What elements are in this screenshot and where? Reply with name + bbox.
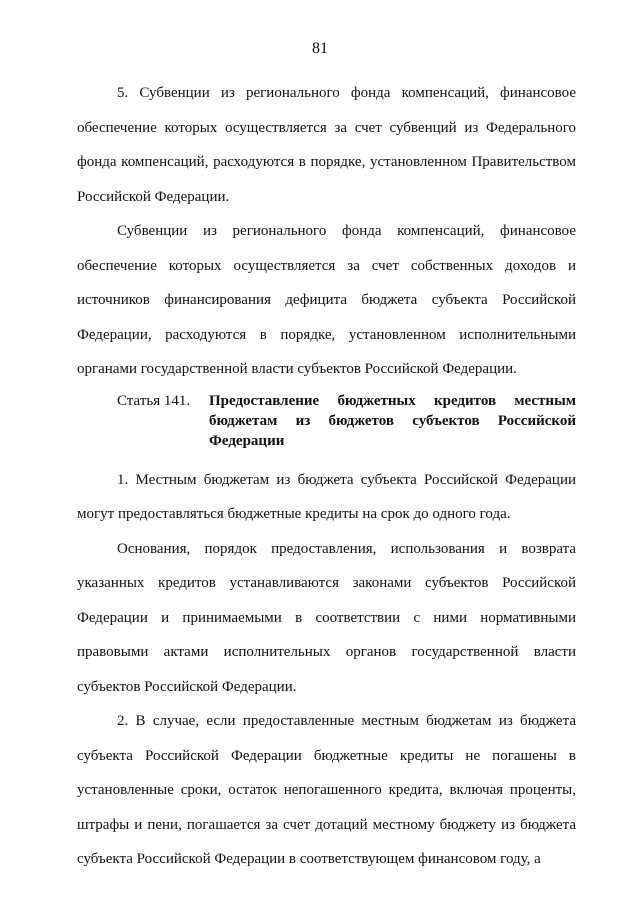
paragraph-credit-term: 1. Местным бюджетам из бюджета субъекта Российской Федерации могут предоставляться бюджетные кредиты на срок до одного года. <box>77 471 576 522</box>
paragraph-subventions-federal: 5. Субвенции из регионального фонда компенсаций, финансовое обеспечение которых осуществляется за счет субвенций из Федерального фонда компенсаций, расходуются в порядке, установленном Правительством Российской Федерации. <box>77 85 576 205</box>
paragraph-subventions-own-revenue: Субвенции из регионального фонда компенсаций, финансовое обеспечение которых осуществляется за счет собственных доходов и источников финансирования дефицита бюджета субъекта Российской Федерации, расходуются в порядке, установленном исполнительными органами государственной власти субъектов Российской Федерации. <box>77 223 576 377</box>
paragraph-credit-grounds: Основания, порядок предоставления, использования и возврата указанных кредитов устанавливаются законами субъектов Российской Федерации и принимаемыми в соответствии с ними нормативными правовыми актами исполнительных органов государственной власти субъектов Российской Федерации. <box>77 540 576 695</box>
article-title: Предоставление бюджетных кредитов местным бюджетам из бюджетов субъектов Российской Федерации <box>209 392 576 449</box>
article-number: Статья 141. <box>117 392 191 409</box>
document-body <box>77 76 576 877</box>
page-number: 81 <box>312 40 328 57</box>
paragraph-credit-repayment: 2. В случае, если предоставленные местным бюджетам из бюджета субъекта Российской Федерации бюджетные кредиты не погашены в установленные сроки, остаток непогашенного кредита, включая проценты, штрафы и пени, погашается за счет дотаций местному бюджету из бюджета субъекта Российской Федерации в соответствующем финансовом году, а <box>77 713 576 867</box>
article-heading <box>77 391 576 451</box>
